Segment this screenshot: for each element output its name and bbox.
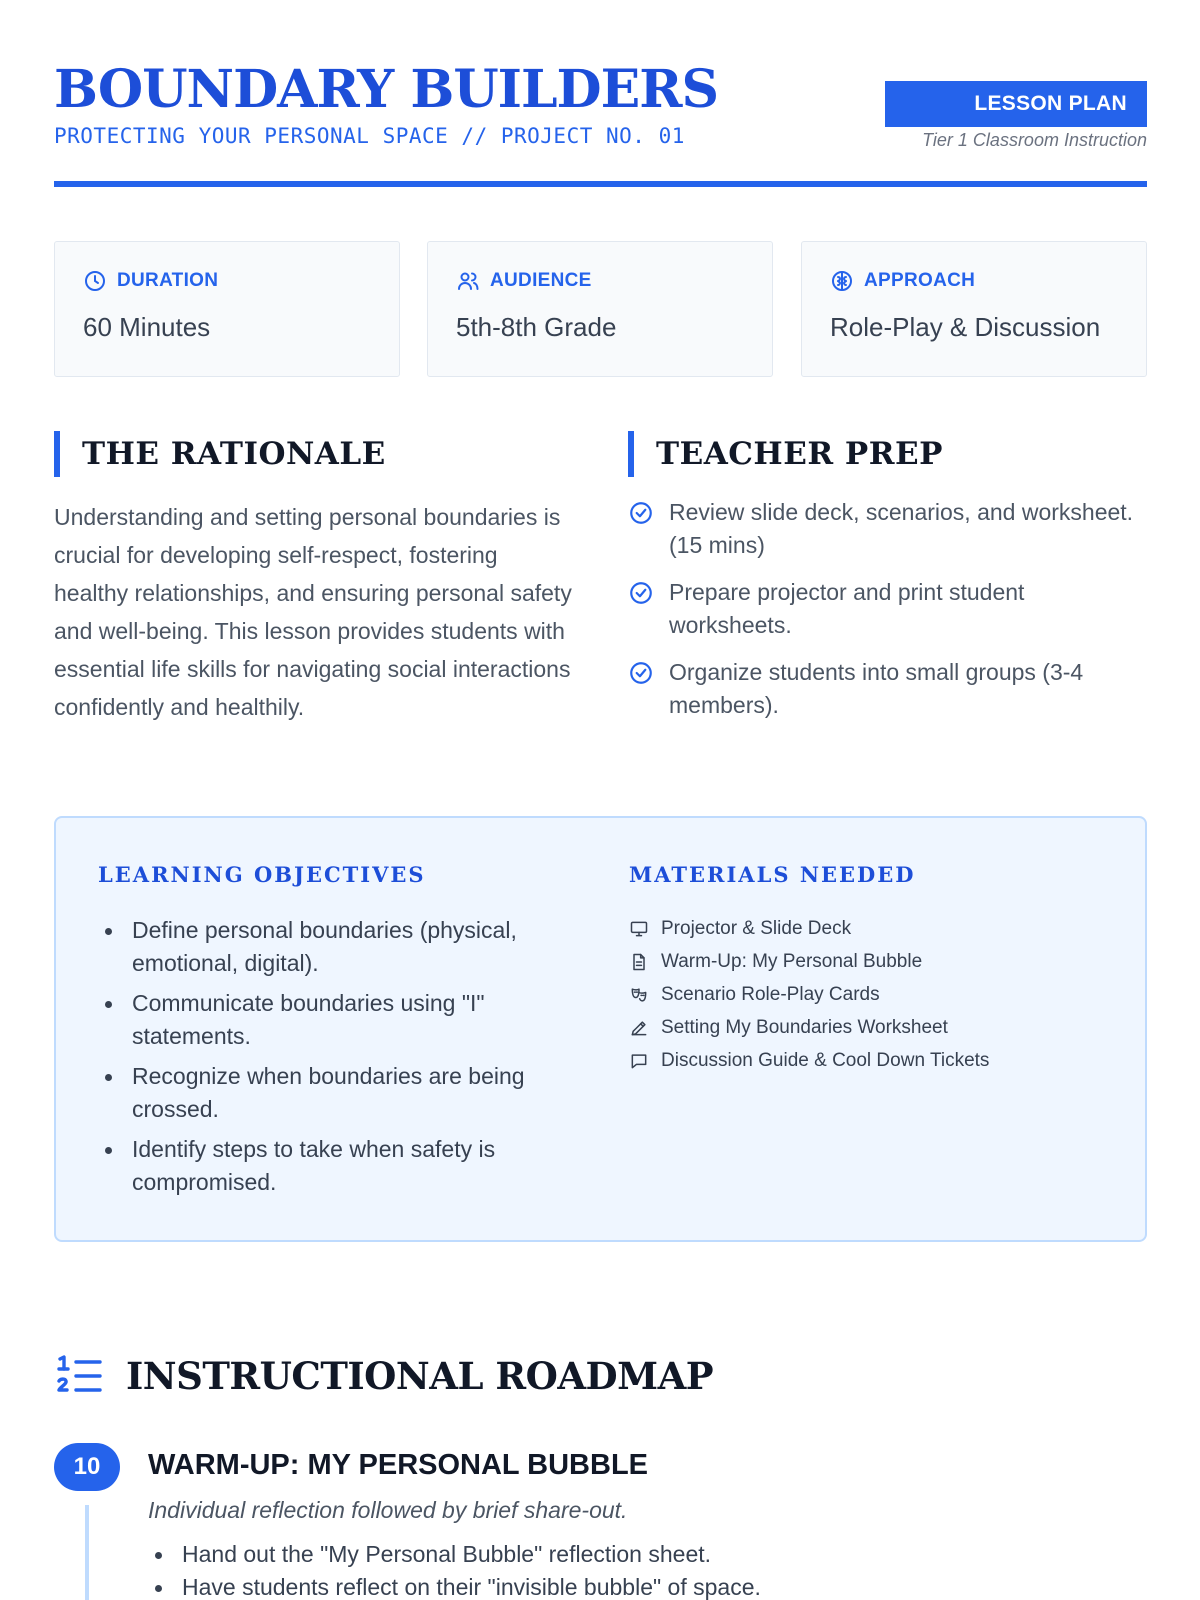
heading-accent-bar [628, 431, 634, 477]
step-minutes-badge: 10 [54, 1443, 120, 1491]
tier-label: Tier 1 Classroom Instruction [922, 130, 1147, 150]
approach-value: Role-Play & Discussion [830, 312, 1101, 342]
approach-label: APPROACH [864, 270, 976, 291]
lesson-plan-badge: LESSON PLAN [885, 81, 1147, 127]
audience-value: 5th-8th Grade [456, 312, 617, 342]
page-title: BOUNDARY BUILDERS [54, 59, 719, 120]
approach-card [801, 241, 1147, 377]
step-list [148, 1538, 761, 1600]
duration-label: DURATION [117, 270, 219, 291]
check-circle-icon [628, 660, 654, 686]
learning-objectives-title: LEARNING OBJECTIVES [98, 862, 426, 887]
list-item: Projector & Slide Deck [629, 912, 989, 945]
audience-card [427, 241, 773, 377]
info-cards [54, 241, 1147, 377]
monitor-icon [629, 919, 649, 939]
list-item: Communicate boundaries using "I" statements. [98, 987, 568, 1053]
check-circle-icon [628, 500, 654, 526]
list-item: Scenario Role-Play Cards [629, 978, 989, 1011]
rationale-heading [54, 431, 386, 477]
brain-icon [830, 269, 854, 293]
list-item: Prepare projector and print student worksheets. [628, 576, 1147, 642]
list-item: Identify steps to take when safety is compromised. [98, 1133, 568, 1199]
roadmap-heading [54, 1350, 713, 1402]
audience-label: AUDIENCE [490, 270, 592, 291]
list-item: Setting My Boundaries Worksheet [629, 1011, 989, 1044]
list-item: Warm-Up: My Personal Bubble [629, 945, 989, 978]
teacher-prep-heading [628, 431, 943, 477]
materials-list [629, 912, 989, 1077]
lesson-plan-page [54, 0, 1147, 1600]
pencil-icon [629, 1018, 649, 1038]
step-description: Individual reflection followed by brief share-out. [148, 1497, 628, 1523]
page-subtitle: PROTECTING YOUR PERSONAL SPACE // PROJECT NO. 01 [54, 124, 685, 148]
users-icon [456, 269, 480, 293]
list-item: Recognize when boundaries are being crossed. [98, 1060, 568, 1126]
roadmap-title: INSTRUCTIONAL ROADMAP [126, 1354, 714, 1398]
masks-icon [629, 985, 649, 1005]
clock-icon [83, 269, 107, 293]
document-icon [629, 952, 649, 972]
teacher-prep-title: TEACHER PREP [656, 436, 943, 472]
rationale-text: Understanding and setting personal boundaries is crucial for developing self-respect, fostering healthy relationships, and ensuring personal safety and well-being. This lesson provides students with essential life skills for navigating social interactions confidently and healthily. [54, 504, 572, 720]
list-item: Have students reflect on their "invisible bubble" of space. [148, 1571, 761, 1600]
duration-value: 60 Minutes [83, 312, 211, 342]
header [54, 58, 1147, 188]
objectives-materials-box [54, 816, 1147, 1242]
numbered-list-icon [56, 1352, 104, 1400]
timeline-line [85, 1505, 89, 1600]
teacher-prep-list [628, 496, 1147, 736]
heading-accent-bar [54, 431, 60, 477]
list-item: Define personal boundaries (physical, emotional, digital). [98, 914, 568, 980]
header-divider [54, 181, 1147, 187]
step-title: WARM-UP: MY PERSONAL BUBBLE [148, 1449, 648, 1481]
list-item: Review slide deck, scenarios, and worksheet. (15 mins) [628, 496, 1147, 562]
list-item: Discussion Guide & Cool Down Tickets [629, 1044, 989, 1077]
learning-objectives-list [98, 914, 568, 1206]
duration-card [54, 241, 400, 377]
rationale-title: THE RATIONALE [82, 436, 386, 472]
roadmap-step [54, 1443, 1147, 1600]
check-circle-icon [628, 580, 654, 606]
list-item: Hand out the "My Personal Bubble" reflection sheet. [148, 1538, 761, 1571]
materials-needed-title: MATERIALS NEEDED [629, 862, 916, 887]
list-item: Organize students into small groups (3-4 members). [628, 656, 1147, 722]
chat-icon [629, 1051, 649, 1071]
